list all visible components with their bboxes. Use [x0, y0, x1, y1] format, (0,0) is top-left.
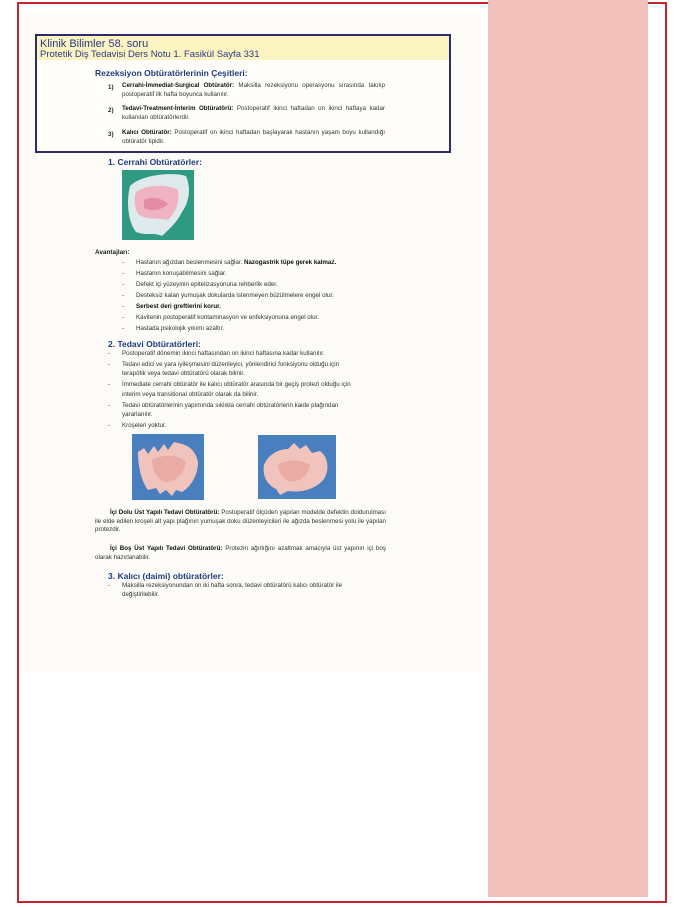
type-item-text: Postoperatif ikinci haftadan on ikinci haftaya kadar kullanılan obtüratörlerdir.	[122, 105, 385, 121]
hollow-text: Protezin ağırlığını azaltmak amacıyla üst yapının içi boş olarak hazırlanabilir.	[95, 545, 386, 561]
filled-text: Postoperatif ölçüden yapılan modelde defektin doldurulması ile elde edilen kroşeli alt yapı plağının yumuşak doku düzenleyicileri ile ağızda beslenmesi yolu ile yapılan protezdir.	[95, 509, 386, 533]
bullet-dash: -	[108, 361, 111, 368]
permanent-heading: 3. Kalıcı (daimi) obtüratörler:	[108, 571, 224, 581]
type-item	[122, 82, 385, 99]
filled-obturator-paragraph	[95, 509, 386, 535]
item-number: 1)	[108, 84, 114, 91]
header-title: Klinik Bilimler 58. soru	[40, 38, 149, 50]
filled-title: İçi Dolu Üst Yapılı Tedavi Obtüratörü:	[110, 509, 220, 516]
type-item-title: Kalıcı Obtüratör:	[122, 129, 172, 136]
hollow-obturator-paragraph	[95, 545, 386, 562]
treatment-obturator-photo-1	[132, 434, 204, 500]
bullet-dash: -	[108, 402, 111, 409]
bullet-dash: -	[108, 381, 111, 388]
surgical-heading: 1. Cerrahi Obtüratörler:	[108, 157, 202, 167]
type-item-title: Tedavi-Treatment-İnterim Obtüratörü:	[122, 105, 234, 112]
treatment-heading: 2. Tedavi Obtüratörleri:	[108, 339, 201, 349]
treatment-obturator-photo-2	[258, 435, 336, 499]
item-number: 2)	[108, 107, 114, 114]
advantages-label: Avantajları:	[95, 249, 130, 256]
question-header	[35, 34, 451, 60]
bullet-dash: -	[122, 325, 125, 332]
bullet-dash: -	[122, 314, 125, 321]
bullet-dash: -	[122, 259, 125, 266]
type-item-text: Postoperatif on ikinci haftadan başlayarak hastanın yaşam boyu kullandığı obtüratör tipidir.	[122, 129, 385, 145]
type-item-text: Maksilla rezeksiyonu operasyonu sırasında takılıp postoperatif ilk hafta boyunca kullanılır.	[122, 82, 385, 98]
item-number: 3)	[108, 131, 114, 138]
hollow-title: İçi Boş Üst Yapılı Tedavi Obtüratörü:	[110, 545, 223, 552]
bullet-dash: -	[122, 270, 125, 277]
type-item	[122, 129, 385, 146]
bullet-dash: -	[108, 350, 111, 357]
type-item	[122, 105, 385, 122]
bullet-dash: -	[122, 303, 125, 310]
bullet-dash: -	[108, 422, 111, 429]
header-subtitle: Protetik Diş Tedavisi Ders Notu 1. Fasikül Sayfa 331	[40, 49, 260, 60]
type-item-title: Cerrahi-İmmediat-Surgical Obtüratör:	[122, 82, 235, 89]
side-panel	[488, 0, 648, 897]
bullet-dash: -	[108, 582, 111, 589]
bullet-dash: -	[122, 281, 125, 288]
types-heading: Rezeksiyon Obtüratörlerinin Çeşitleri:	[95, 68, 248, 78]
bullet-dash: -	[122, 292, 125, 299]
surgical-obturator-photo	[122, 170, 194, 240]
